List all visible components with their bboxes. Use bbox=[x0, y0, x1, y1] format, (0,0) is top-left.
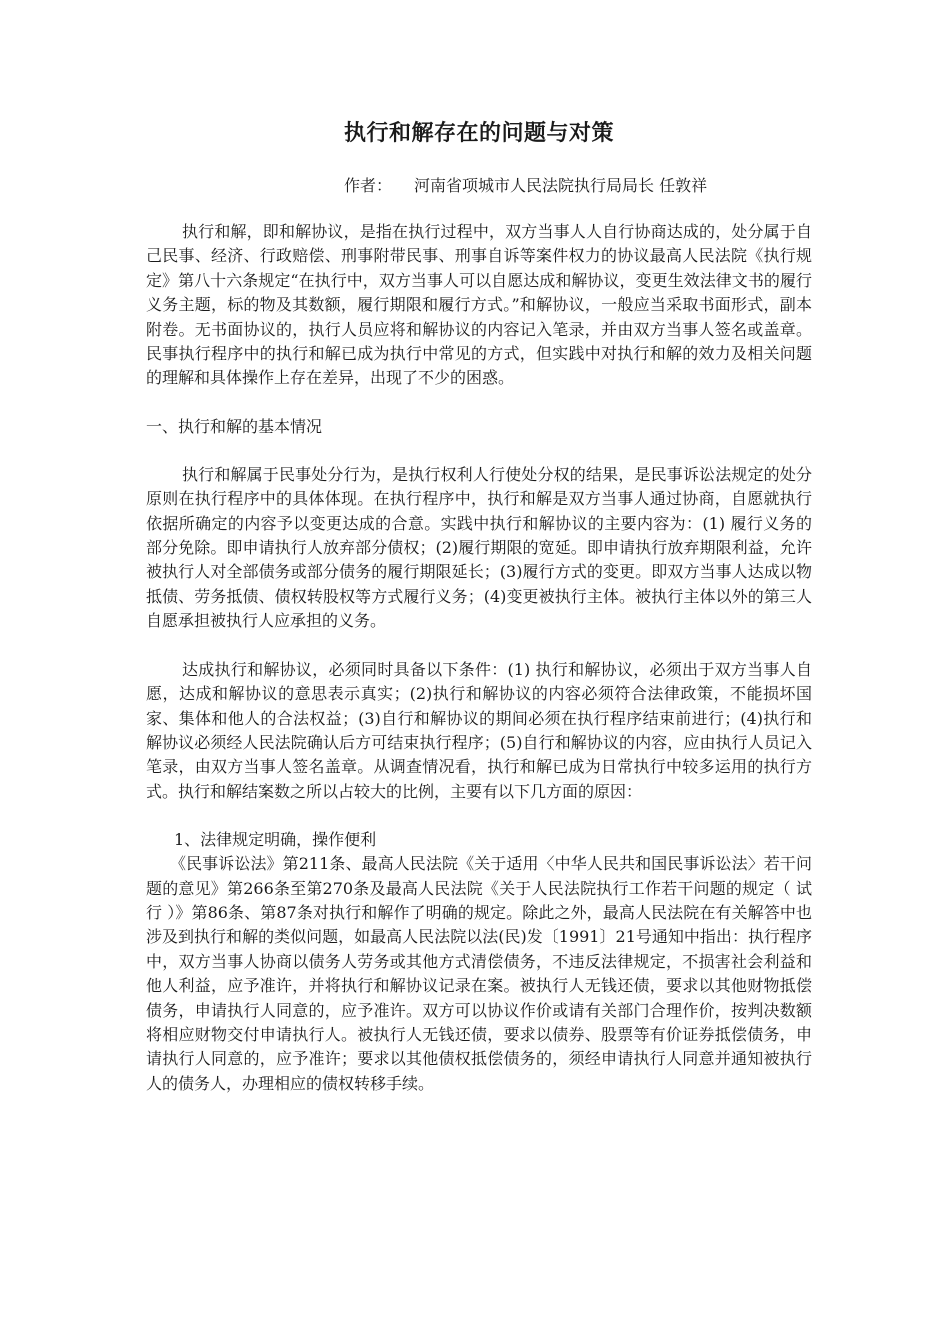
body-paragraph: 达成执行和解协议，必须同时具备以下条件：(1) 执行和解协议，必须出于双方当事人自愿，达成和解协议的意思表示真实；(2)执行和解协议的内容必须符合法律政策，不能损坏国家、集体和他人的合法权益；(3)自行和解协议的期间必须在执行程序结束前进行；(4)执行和解协议必须经人民法院确认后方可结束执行程序；(5)自行和解协议的内容，应由执行人员记入笔录，由双方当事人签名盖章。从调查情况看，执行和解已成为日常执行中较多运用的执行方式。执行和解结案数之所以占较大的比例，主要有以下几方面的原因： bbox=[146, 659, 812, 801]
author-label: 作者： bbox=[344, 176, 393, 195]
document-title: 执行和解存在的问题与对策 bbox=[343, 120, 614, 146]
body-paragraph: 执行和解属于民事处分行为，是执行权利人行使处分权的结果，是民事诉讼法规定的处分原则在执行程序中的具体体现。在执行程序中，执行和解是双方当事人通过协商，自愿就执行依据所确定的内容予以变更达成的合意。实践中执行和解协议的主要内容为：(1) 履行义务的部分免除。即申请执行人放弃部分债权；(2)履行期限的宽延。即申请执行放弃期限利益，允许被执行人对全部债务或部分债务的履行期限延长；(3)履行方式的变更。即双方当事人达成以物抵债、劳务抵债、债权转股权等方式履行义务；(4)变更被执行主体。被执行主体以外的第三人自愿承担被执行人应承担的义务。 bbox=[146, 464, 812, 631]
author-name: 河南省项城市人民法院执行局局长 任敦祥 bbox=[414, 176, 708, 195]
author-line bbox=[146, 174, 812, 198]
section-heading: 一、执行和解的基本情况 bbox=[146, 416, 323, 436]
subsection-heading: 1、法律规定明确，操作便利 bbox=[174, 830, 377, 850]
document-page bbox=[146, 118, 812, 1096]
body-paragraph: 《民事诉讼法》第211条、最高人民法院《关于适用〈中华人民共和国民事诉讼法〉若干问题的意见》第266条至第270条及最高人民法院《关于人民法院执行工作若干问题的规定（ 试行 ）》第86条、第87条对执行和解作了明确的规定。除此之外，最高人民法院在有关解答中也涉及到执行和解的类似问题，如最高人民法院以法(民)发〔1991〕21号通知中指出：执行程序中，双方当事人协商以债务人劳务或其他方式清偿债务，不违反法律规定，不损害社会利益和他人利益，应予准许，并将执行和解协议记录在案。被执行人无钱还债，要求以其他财物抵偿债务，申请执行人同意的，应予准许。双方可以协议作价或请有关部门合理作价，按判决数额将相应财物交付申请执行人。被执行人无钱还债，要求以债券、股票等有价证券抵偿债务，申请执行人同意的，应予准许；要求以其他债权抵偿债务的，须经申请执行人同意并通知被执行人的债务人，办理相应的债权转移手续。 bbox=[146, 854, 812, 1093]
intro-paragraph: 执行和解，即和解协议，是指在执行过程中，双方当事人人自行协商达成的，处分属于自己民事、经济、行政赔偿、刑事附带民事、刑事自诉等案件权力的协议最高人民法院《执行规定》第八十六条规定“在执行中，双方当事人可以自愿达成和解协议，变更生效法律文书的履行义务主题，标的物及其数额，履行期限和履行方式。”和解协议，一般应当采取书面形式，副本附卷。无书面协议的，执行人员应将和解协议的内容记入笔录，并由双方当事人签名或盖章。民事执行程序中的执行和解已成为执行中常见的方式，但实践中对执行和解的效力及相关问题的理解和具体操作上存在差异，出现了不少的困惑。 bbox=[146, 222, 812, 388]
